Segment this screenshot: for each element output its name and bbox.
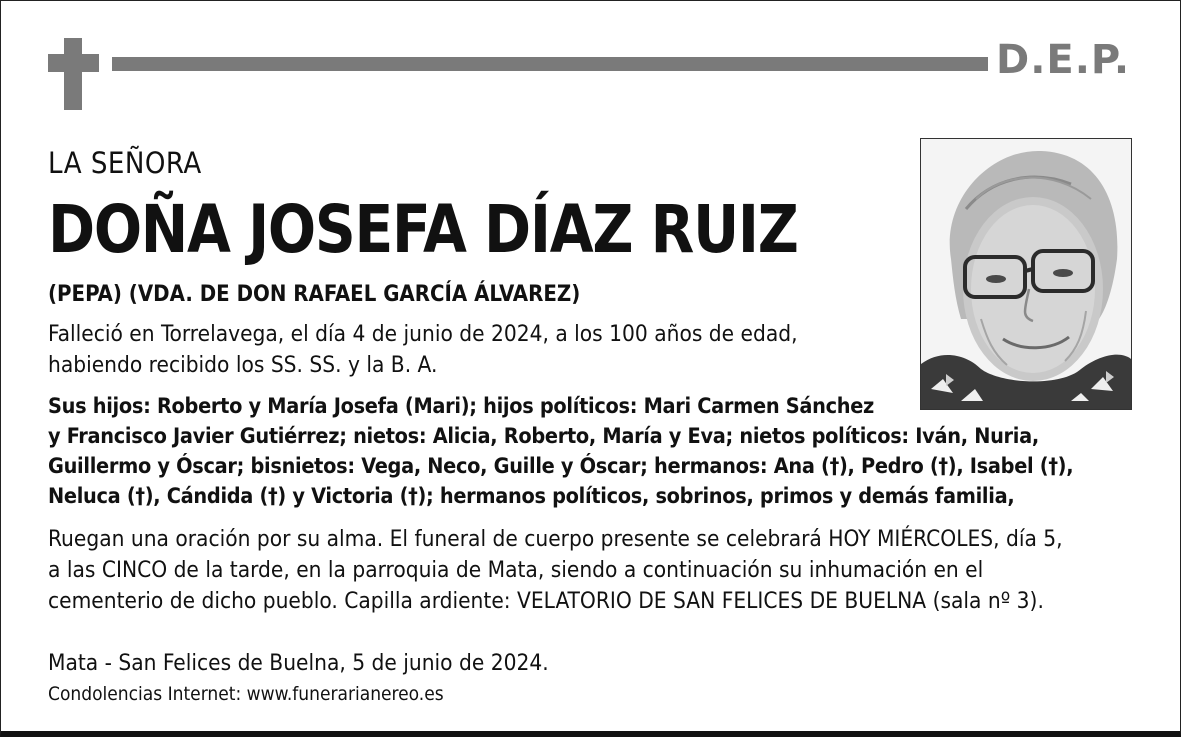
service-line: cementerio de dicho pueblo. Capilla ardiente: VELATORIO DE SAN FELICES DE BUELNA (sala nº 3). [48,588,1044,614]
deceased-alias: (PEPA) (VDA. DE DON RAFAEL GARCÍA ÁLVAREZ) [48,282,581,307]
portrait-photo [920,138,1132,410]
portrait-photo-drawing [921,139,1131,409]
deceased-name: DOÑA JOSEFA DÍAZ RUIZ [48,191,798,268]
condolences-line: Condolencias Internet: www.funerarianereo.es [48,683,444,705]
service-line: Ruegan una oración por su alma. El funeral de cuerpo presente se celebrará HOY MIÉRCOLES, día 5, [48,526,1063,552]
death-details [48,319,798,381]
family-line: Neluca (†), Cándida (†) y Victoria (†); hermanos políticos, sobrinos, primos y demás familia, [48,484,1015,509]
family-line: Sus hijos: Roberto y María Josefa (Mari); hijos políticos: Mari Carmen Sánchez [48,394,875,419]
cross-icon-horizontal [48,54,99,72]
death-line: Falleció en Torrelavega, el día 4 de junio de 2024, a los 100 años de edad, [48,321,798,347]
cross-icon-vertical [64,38,82,110]
family-line: Guillermo y Óscar; bisnietos: Vega, Neco, Guille y Óscar; hermanos: Ana (†), Pedro (†), Isabel (†), [48,454,1074,479]
header-rule [112,57,988,71]
family-line: y Francisco Javier Gutiérrez; nietos: Alicia, Roberto, María y Eva; nietos políticos: Iván, Nuria, [48,424,1039,449]
place-date: Mata - San Felices de Buelna, 5 de junio de 2024. [48,650,549,676]
family-list [48,392,1073,512]
service-line: a las CINCO de la tarde, en la parroquia de Mata, siendo a continuación su inhumación en el [48,557,984,583]
honorific: LA SEÑORA [48,146,202,180]
service-details [48,524,1063,617]
dep-label: D.E.P. [996,37,1131,83]
death-line: habiendo recibido los SS. SS. y la B. A. [48,352,438,378]
